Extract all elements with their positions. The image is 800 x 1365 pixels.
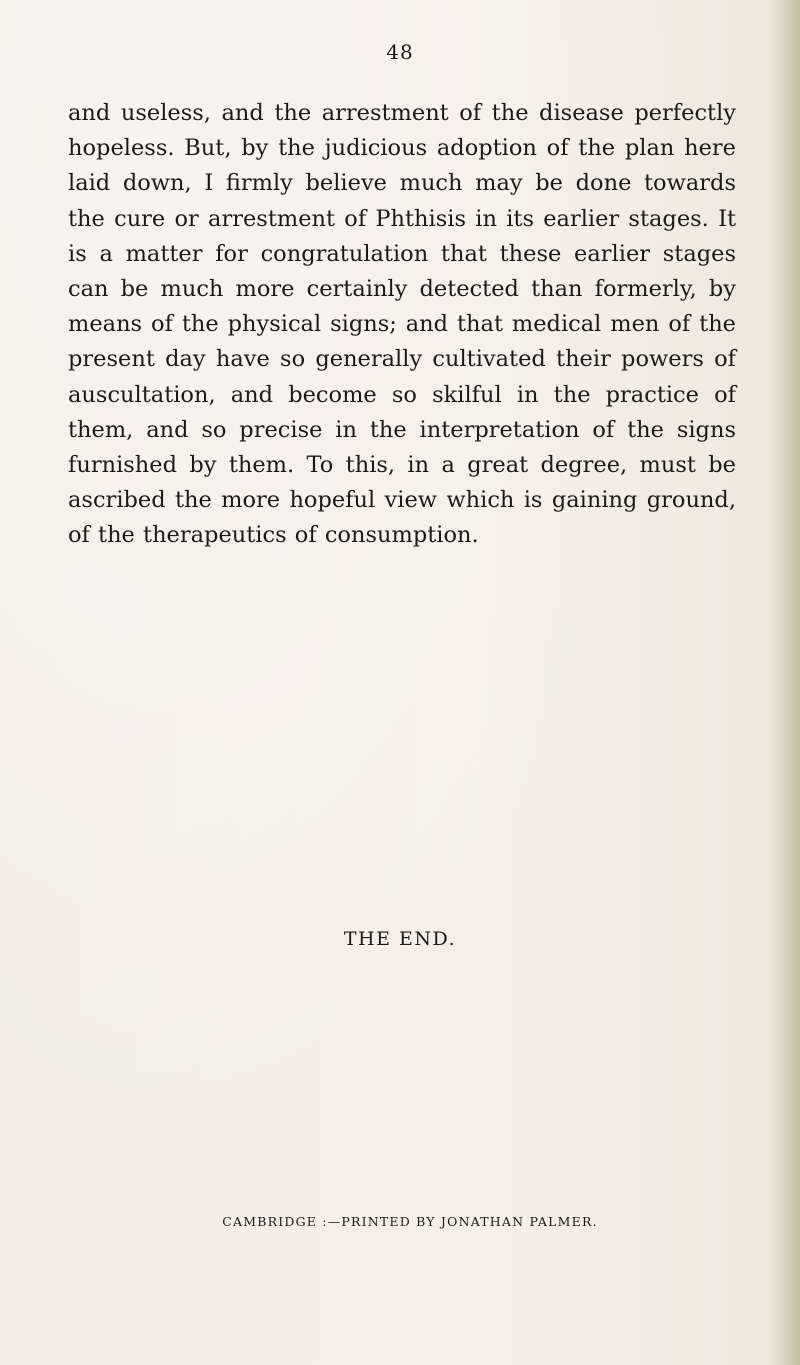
page-number: 48 (386, 40, 414, 64)
printer-imprint: CAMBRIDGE :—PRINTED BY JONATHAN PALMER. (222, 1214, 598, 1229)
page-edge-shadow (766, 0, 800, 1365)
body-paragraph: and useless, and the arrestment of the disease perfectly hopeless. But, by the judicious adoption of the plan here laid down, I firmly believe much may be done towards the cure or arrestment of Phthisis in its earlier stages. It is a matter for congratulation that these earlier stages can be much more certainly detected than formerly, by means of the physical signs; and that medical men of the present day have so generally cultivated their powers of auscultation, and become so skilful in the practice of them, and so precise in the interpretation of the signs furnished by them. To this, in a great degree, must be ascribed the more hopeful view which is gaining ground, of the therapeutics of consumption. (68, 100, 736, 549)
the-end-heading: THE END. (343, 928, 457, 950)
